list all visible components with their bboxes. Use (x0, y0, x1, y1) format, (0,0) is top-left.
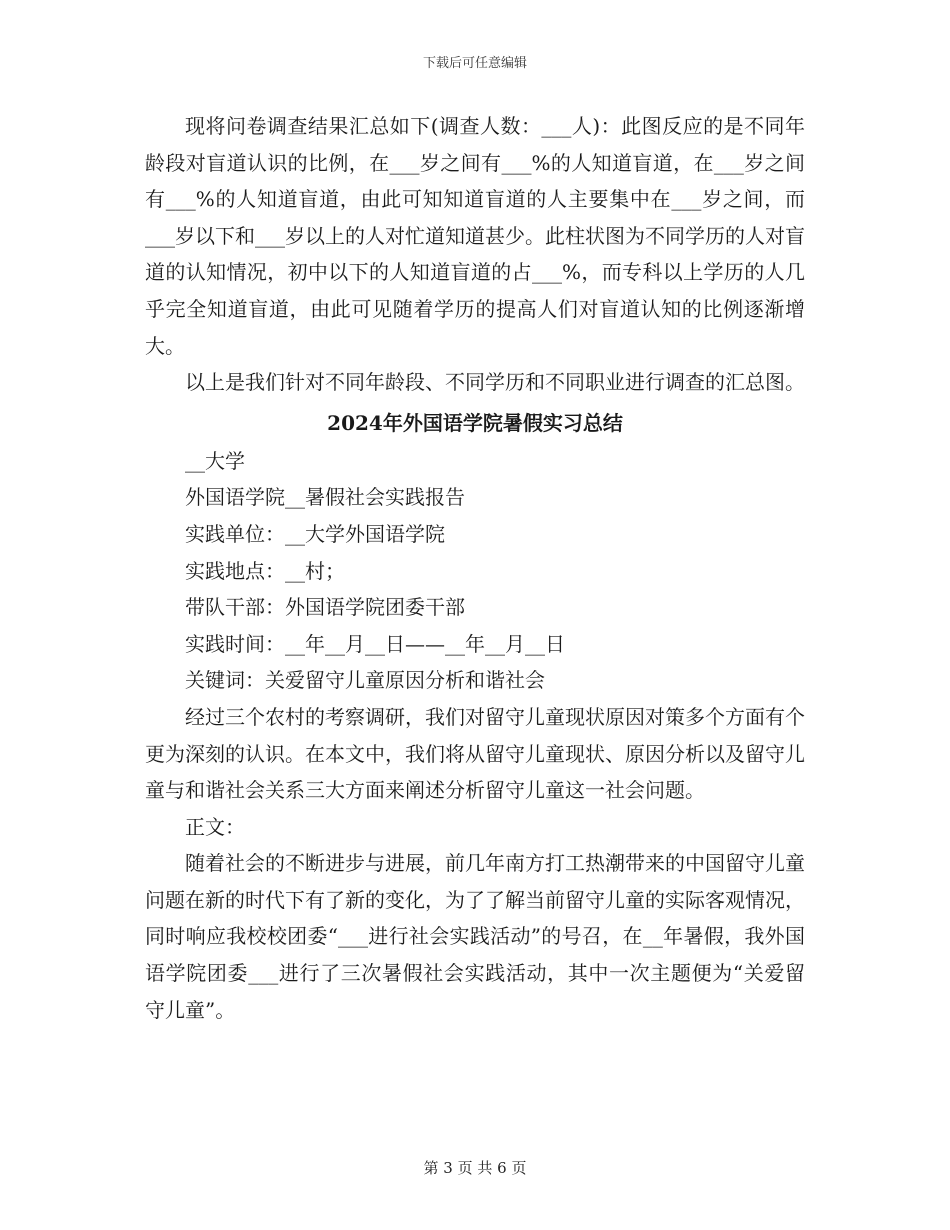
body-label: 正文： (185, 814, 245, 839)
practice-location-line: 实践地点：__村； (185, 558, 345, 583)
abstract-paragraph: 经过三个农村的考察调研，我们对留守儿童现状原因对策多个方面有个更为深刻的认识。在本文中，我们将从留守儿童现状、原因分析以及留守儿童与和谐社会关系三大方面来阐述分析留守儿童这一社会问题。 (145, 704, 805, 803)
report-name-line: 外国语学院__暑假社会实践报告 (185, 485, 465, 510)
page-header: 下载后可任意编辑 (422, 56, 527, 71)
keywords-line: 关键词：关爱留守儿童原因分析和谐社会 (185, 668, 545, 693)
body-paragraph: 随着社会的不断进步与进展，前几年南方打工热潮带来的中国留守儿童问题在新的时代下有了新的变化，为了了解当前留守儿童的实际客观情况，同时响应我校校团委“___进行社会实践活动”的号召，在__年暑假，我外国语学院团委___进行了三次暑假社会实践活动，其中一次主题便为“关爱留守儿童”。 (145, 851, 805, 1022)
practice-unit-line: 实践单位：__大学外国语学院 (185, 521, 445, 546)
practice-time-line: 实践时间：__年__月__日——__年__月__日 (185, 631, 565, 656)
page-footer: 第 3 页 共 6 页 (423, 1159, 527, 1177)
document-body (145, 108, 805, 1028)
survey-summary-paragraph: 现将问卷调查结果汇总如下(调查人数：___人)：此图反应的是不同年龄段对盲道认识的比例，在___岁之间有___%的人知道盲道，在___岁之间有___%的人知道盲道，由此可知知道盲道的人主要集中在___岁之间，而___岁以下和___岁以上的人对忙道知道甚少。此柱状图为不同学历的人对盲道的认知情况，初中以下的人知道盲道的占___%，而专科以上学历的人几乎完全知道盲道，由此可见随着学历的提高人们对盲道认知的比例逐渐增大。 (145, 114, 805, 358)
team-leader-line: 带队干部：外国语学院团委干部 (185, 595, 465, 620)
university-line: __大学 (185, 448, 245, 473)
section-title: 2024年外国语学院暑假实习总结 (327, 410, 623, 435)
summary-chart-paragraph: 以上是我们针对不同年龄段、不同学历和不同职业进行调查的汇总图。 (185, 370, 805, 395)
